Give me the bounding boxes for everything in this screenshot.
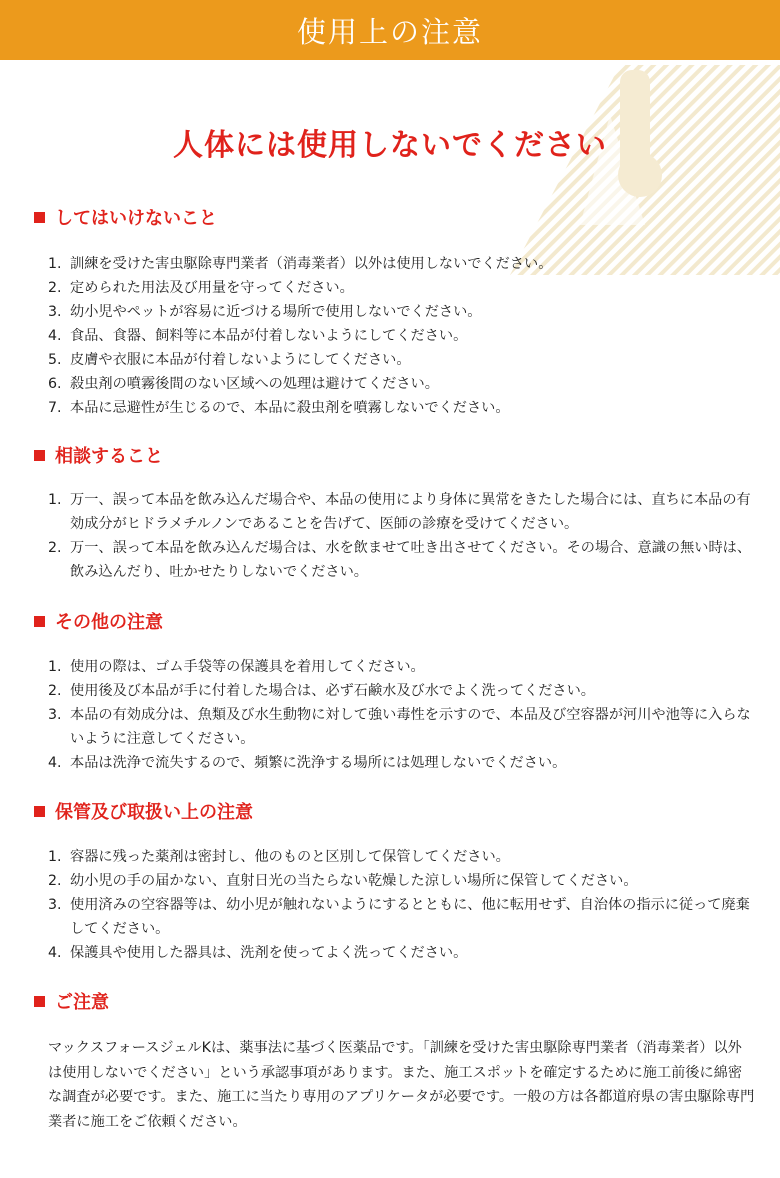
- list-item: [48, 751, 756, 775]
- list-number: 1.: [48, 659, 62, 675]
- list-number: 7.: [48, 400, 62, 416]
- notice-paragraph: マックスフォースジェルKは、薬事法に基づく医薬品です。「訓練を受けた害虫駆除専門業者（消毒業者）以外は使用しないでください」という承認事項があります。また、施工スポットを確定するために施工前後に綿密な調査が必要です。また、施工に当たり専用のアプリケータが必要です。一般の方は各都道府県の害虫駆除専門業者に施工をご依頼ください。: [48, 1040, 755, 1130]
- list-item: [48, 372, 756, 396]
- header-bar: [0, 0, 780, 60]
- main-title: 人体には使用しないでください: [173, 128, 607, 163]
- list-text: 訓練を受けた害虫駆除専門業者（消毒業者）以外は使用しないでください。: [70, 256, 553, 272]
- section-heading-notice: [34, 988, 109, 1014]
- list-item: [48, 300, 756, 324]
- list-text: 殺虫剤の噴霧後間のない区域への処理は避けてください。: [70, 376, 439, 392]
- list-text: 万一、誤って本品を飲み込んだ場合や、本品の使用により身体に異常をきたした場合には、直ちに本品の有効成分がヒドラメチルノンであることを告げて、医師の診療を受けてください。: [70, 492, 751, 532]
- list-text: 容器に残った薬剤は密封し、他のものと区別して保管してください。: [70, 849, 510, 865]
- list-number: 4.: [48, 755, 62, 771]
- list-number: 6.: [48, 376, 62, 392]
- list-item: [48, 655, 756, 679]
- list-text: 幼小児やペットが容易に近づける場所で使用しないでください。: [70, 304, 482, 320]
- bullet-square-icon: [34, 996, 45, 1007]
- list-number: 2.: [48, 280, 62, 296]
- list-item: [48, 488, 756, 536]
- list-number: 1.: [48, 256, 62, 272]
- list-number: 2.: [48, 873, 62, 889]
- list-item: [48, 396, 756, 420]
- list-text: 本品に忌避性が生じるので、本品に殺虫剤を噴霧しないでください。: [70, 400, 510, 416]
- bullet-square-icon: [34, 616, 45, 627]
- list-number: 4.: [48, 328, 62, 344]
- list-text: 使用後及び本品が手に付着した場合は、必ず石鹸水及び水でよく洗ってください。: [70, 683, 595, 699]
- list-text: 本品は洗浄で流失するので、頻繁に洗浄する場所には処理しないでください。: [70, 755, 567, 771]
- list-number: 1.: [48, 492, 62, 508]
- section-heading-prohibited: [34, 204, 217, 230]
- section-heading-label: その他の注意: [55, 612, 163, 633]
- warning-triangle-icon: [470, 55, 780, 275]
- list-number: 2.: [48, 683, 62, 699]
- list-text: 幼小児の手の届かない、直射日光の当たらない乾燥した涼しい場所に保管してください。: [70, 873, 638, 889]
- list-item: [48, 679, 756, 703]
- bullet-square-icon: [34, 806, 45, 817]
- list-text: 保護具や使用した器具は、洗剤を使ってよく洗ってください。: [70, 945, 468, 961]
- other-list: [48, 655, 756, 775]
- section-heading-consult: [34, 442, 163, 468]
- section-heading-other: [34, 608, 163, 634]
- list-text: 本品の有効成分は、魚類及び水生動物に対して強い毒性を示すので、本品及び空容器が河川や池等に入らないように注意してください。: [70, 707, 751, 747]
- list-item: [48, 252, 756, 276]
- section-heading-label: ご注意: [55, 992, 109, 1013]
- bullet-square-icon: [34, 450, 45, 461]
- list-number: 2.: [48, 540, 62, 556]
- list-item: [48, 276, 756, 300]
- list-item: [48, 348, 756, 372]
- list-text: 万一、誤って本品を飲み込んだ場合は、水を飲ませて吐き出させてください。その場合、意識の無い時は、飲み込んだり、吐かせたりしないでください。: [70, 540, 752, 580]
- list-number: 4.: [48, 945, 62, 961]
- list-item: [48, 893, 756, 941]
- list-item: [48, 324, 756, 348]
- list-item: [48, 703, 756, 751]
- list-number: 5.: [48, 352, 62, 368]
- list-number: 1.: [48, 849, 62, 865]
- list-number: 3.: [48, 897, 62, 913]
- list-number: 3.: [48, 304, 62, 320]
- storage-list: [48, 845, 756, 965]
- list-item: [48, 536, 756, 584]
- list-text: 食品、食器、飼料等に本品が付着しないようにしてください。: [70, 328, 468, 344]
- list-text: 皮膚や衣服に本品が付着しないようにしてください。: [70, 352, 411, 368]
- list-item: [48, 869, 756, 893]
- list-number: 3.: [48, 707, 62, 723]
- list-text: 定められた用法及び用量を守ってください。: [70, 280, 354, 296]
- bullet-square-icon: [34, 212, 45, 223]
- prohibited-list: [48, 252, 756, 420]
- list-text: 使用の際は、ゴム手袋等の保護具を着用してください。: [70, 659, 425, 675]
- list-text: 使用済みの空容器等は、幼小児が触れないようにするとともに、他に転用せず、自治体の指示に従って廃棄してください。: [70, 897, 750, 937]
- list-item: [48, 845, 756, 869]
- header-title: 使用上の注意: [296, 14, 483, 49]
- section-heading-storage: [34, 798, 253, 824]
- list-item: [48, 941, 756, 965]
- section-heading-label: してはいけないこと: [55, 208, 217, 229]
- section-heading-label: 相談すること: [55, 446, 163, 467]
- section-heading-label: 保管及び取扱い上の注意: [55, 802, 253, 823]
- consult-list: [48, 488, 756, 584]
